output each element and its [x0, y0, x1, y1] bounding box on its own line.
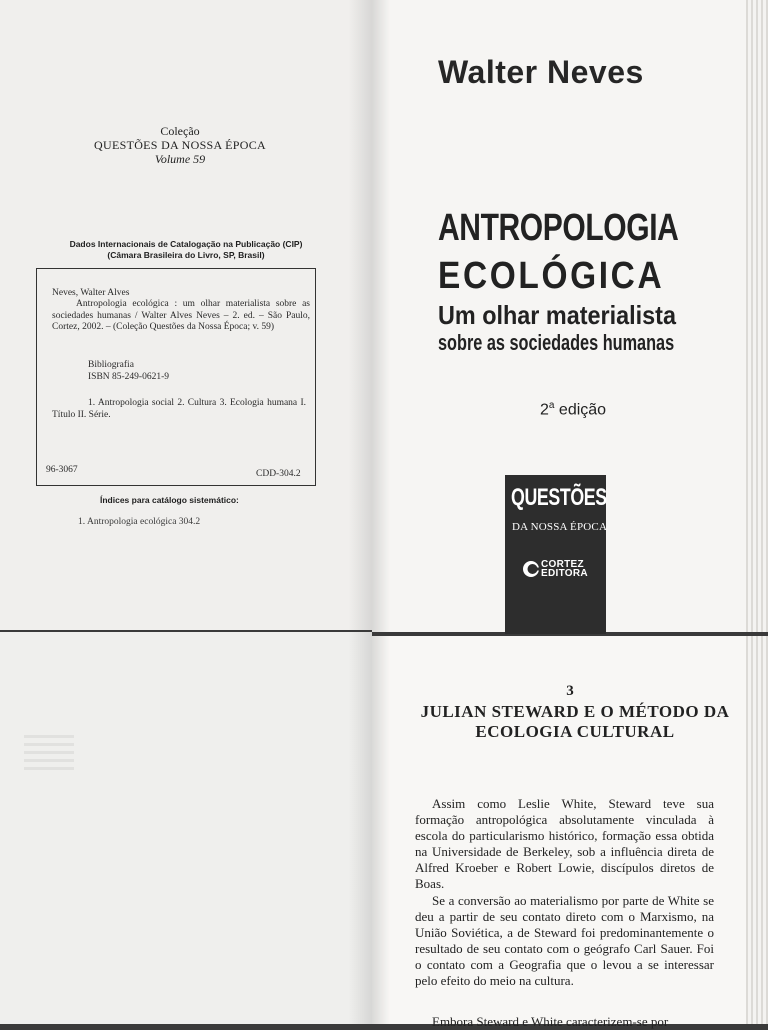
cip-subheading: (Câmara Brasileira do Livro, SP, Brasil)	[107, 250, 265, 260]
book-subtitle-line2: sobre as sociedades humanas	[438, 330, 675, 355]
publisher-name	[541, 560, 588, 578]
series-logo	[505, 475, 606, 634]
collection-volume: Volume 59	[154, 152, 206, 166]
series-logo-title: QUESTÕES	[511, 484, 607, 511]
card-isbn: ISBN 85-249-0621-9	[88, 372, 170, 382]
card-id: 96-3067	[46, 465, 78, 475]
page-edges	[746, 0, 768, 632]
book-title-line1: ANTROPOLOGIA	[438, 207, 679, 249]
chapter-title: JULIAN STEWARD E O MÉTODO DA ECOLOGIA CULTURAL	[420, 702, 730, 741]
chapter-number: 3	[566, 683, 574, 699]
collection-label: Coleção	[160, 124, 200, 138]
card-cdd: CDD-304.2	[256, 469, 301, 479]
book-subtitle-line1: Um olhar materialista	[438, 300, 676, 330]
book-title-line2: ECOLÓGICA	[438, 255, 665, 297]
edition-label	[540, 400, 606, 419]
gutter-shadow	[348, 0, 372, 630]
collection-name: QUESTÕES DA NOSSA ÉPOCA	[94, 138, 266, 152]
book-author: Walter Neves	[438, 54, 644, 90]
card-description: Antropologia ecológica : um olhar materialista sobre as sociedades humanas / Walter Alves Neves – 2. ed. – São Paulo, Cortez, 2002. – (Coleção Questões da Nossa Época; v. 59)	[52, 299, 310, 332]
publisher-line2: EDITORA	[541, 568, 588, 579]
card-author: Neves, Walter Alves	[52, 288, 130, 298]
blank-page	[0, 632, 372, 1024]
paragraph: Se a conversão ao materialismo por parte de White se deu a partir de seu contato direto com o Marxismo, na União Soviética, a de Steward foi predominantemente o resultado de seu contato com o geógrafo Carl Sauer. Foi o contato com a Geografia que o levou a se interessar pelo efeito do meio na cultura.	[415, 893, 714, 988]
cip-heading: Dados Internacionais de Catalogação na Publicação (CIP)	[69, 239, 303, 249]
series-logo-subtitle: DA NOSSA ÉPOCA	[512, 521, 608, 533]
card-subjects: 1. Antropologia social 2. Cultura 3. Ecologia humana I. Título II. Série.	[52, 398, 306, 420]
card-bibliography: Bibliografia	[88, 360, 134, 370]
paragraph: Assim como Leslie White, Steward teve sua formação antropológica absolutamente vinculada à escola do particularismo histórico, formação essa obtida na Universidade de Berkeley, sob a influência direta de Alfred Kroeber e Robert Lowie, discípulos diretos de Boas.	[415, 796, 714, 891]
edition-word: edição	[554, 401, 607, 419]
bleed-through-text	[24, 735, 74, 775]
cortez-c-icon	[522, 560, 540, 578]
paragraph: Embora Steward e White caracterizem-se por	[432, 1014, 669, 1029]
gutter-shadow	[372, 0, 390, 632]
edition-ordinal: a	[548, 400, 555, 411]
indices-title: Índices para catálogo sistemático:	[100, 495, 239, 505]
publisher-line1: CORTEZ	[541, 559, 584, 570]
indices-item: 1. Antropologia ecológica 304.2	[78, 517, 201, 527]
edition-number: 2	[540, 401, 549, 419]
gutter-shadow	[348, 632, 372, 1024]
